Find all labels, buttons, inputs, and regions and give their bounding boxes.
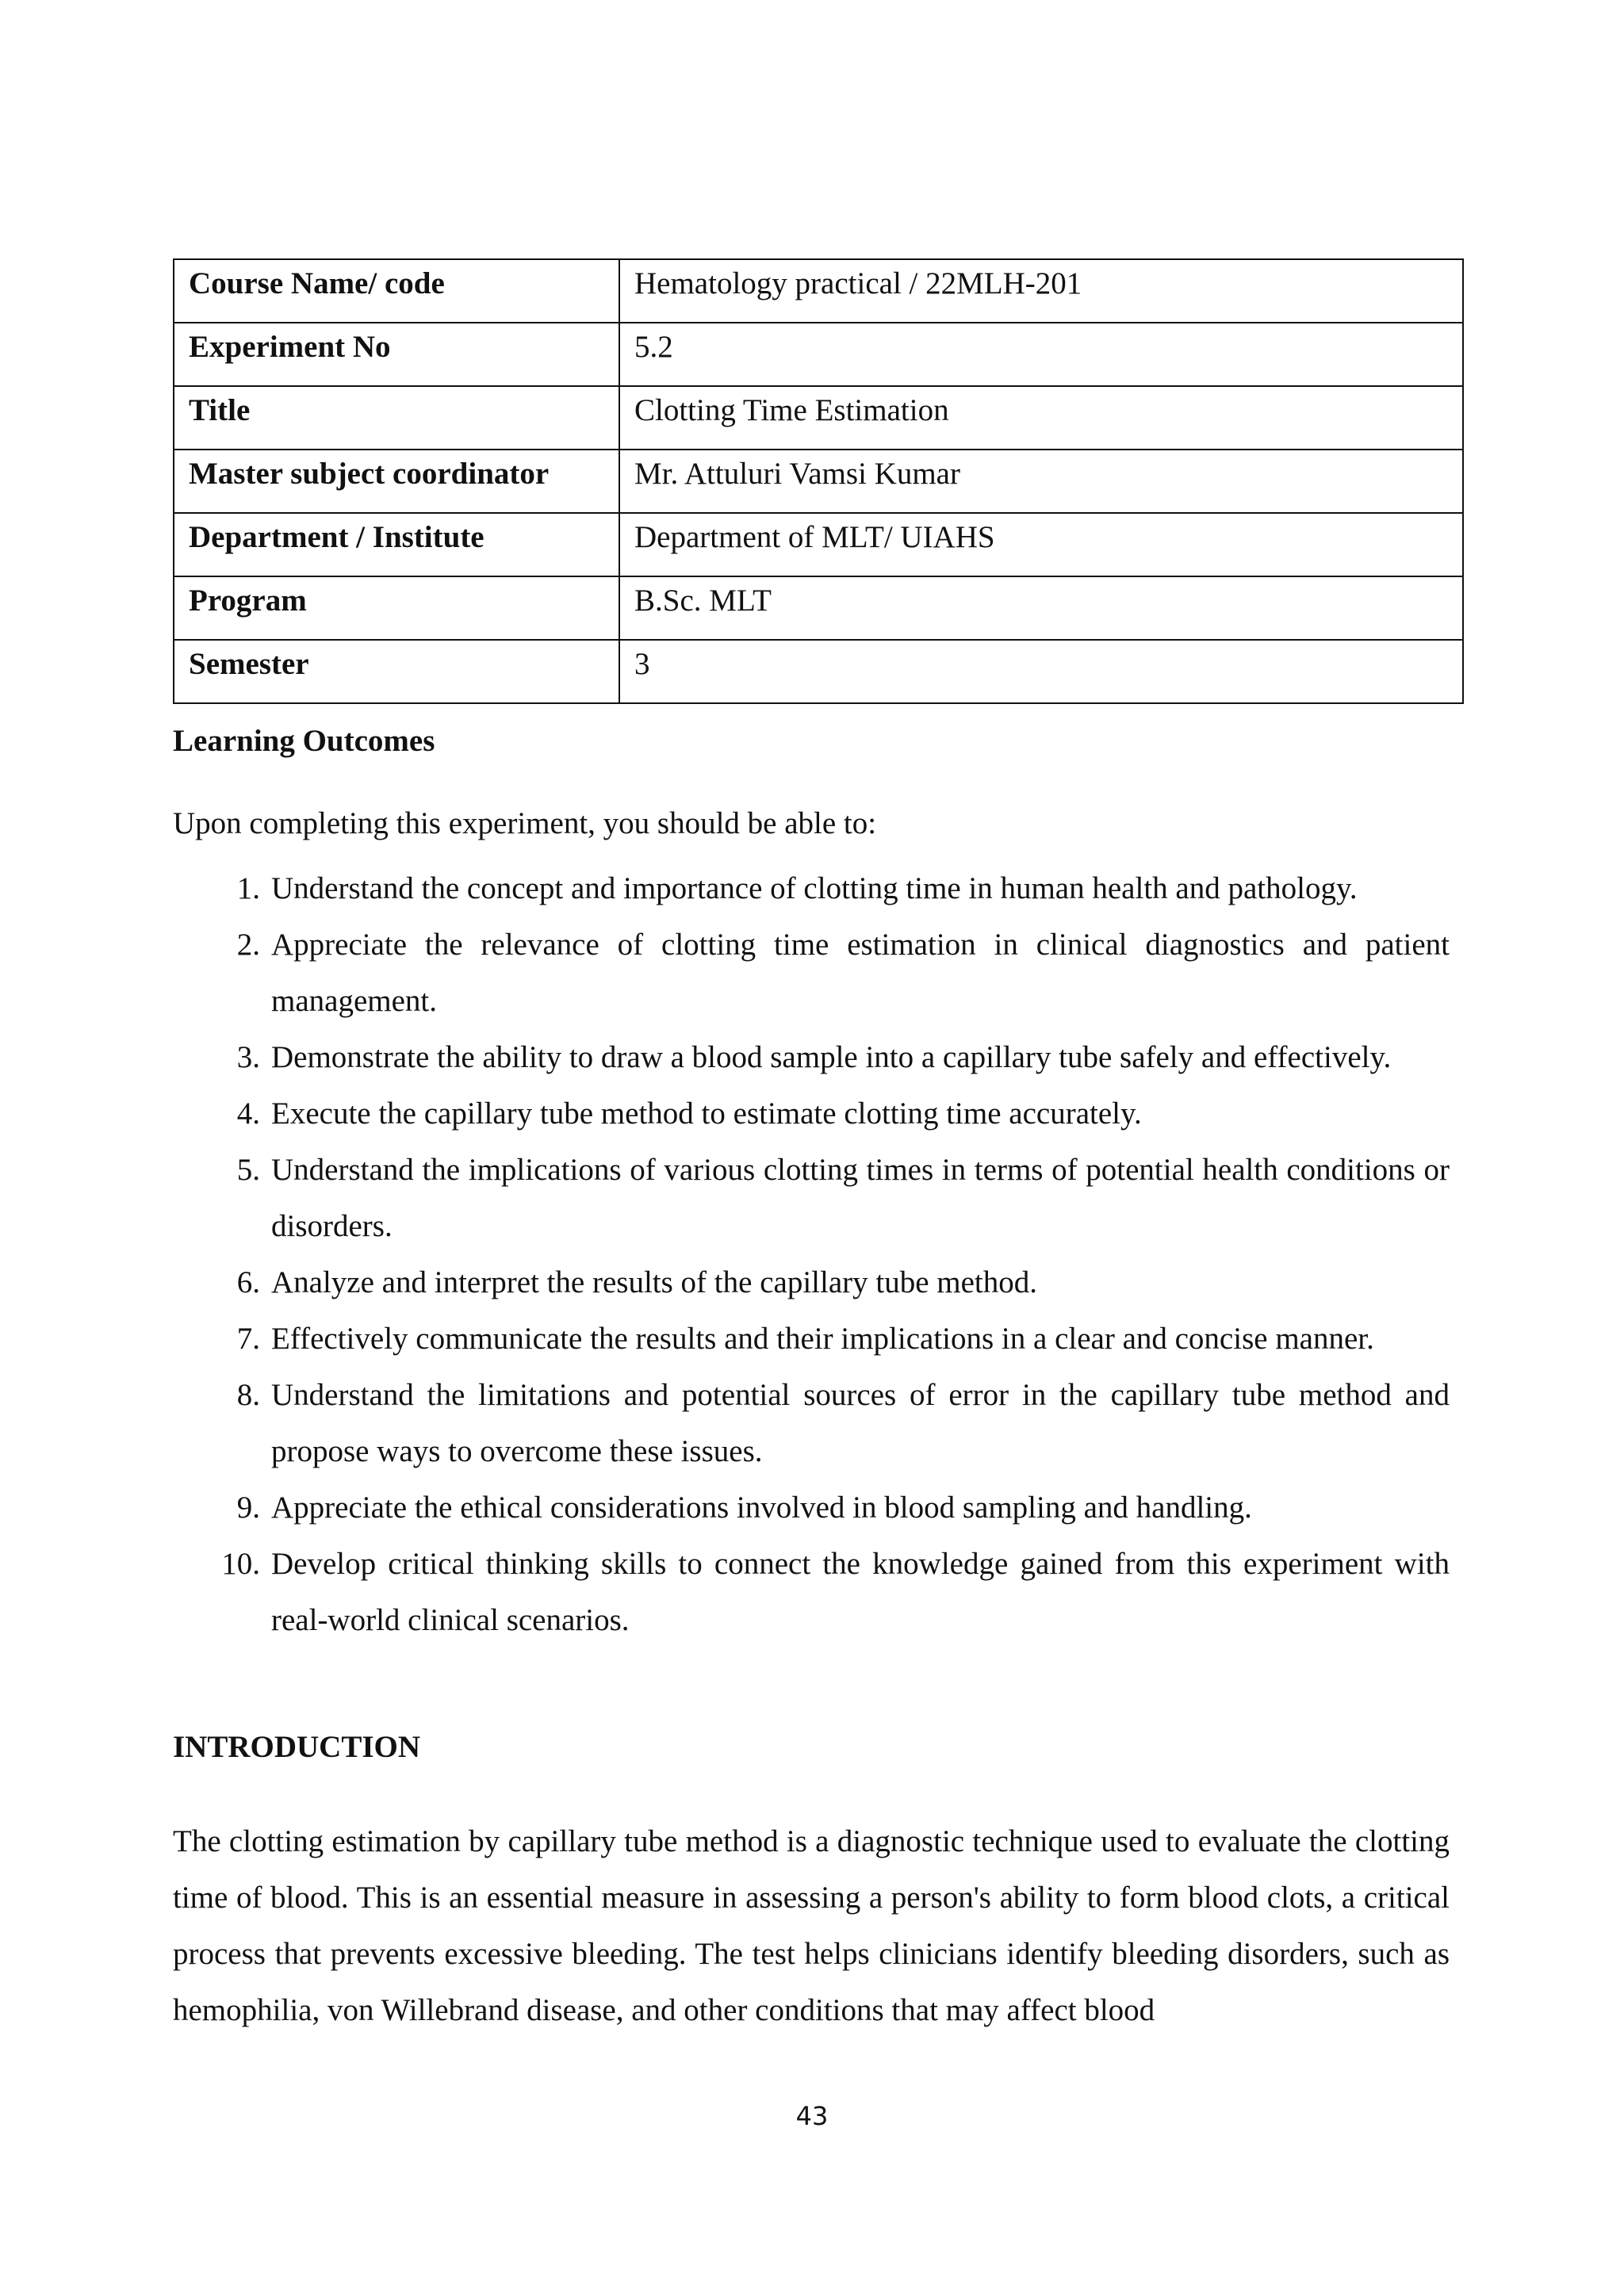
list-item-number: 3. [236,1040,260,1074]
list-item-text: Appreciate the ethical considerations involved in blood sampling and handling. [271,1490,1252,1525]
table-row [174,450,1463,513]
learning-outcomes-intro: Upon completing this experiment, you should be able to: [173,806,877,840]
row-label: Experiment No [174,323,619,386]
row-label: Program [174,576,619,640]
row-value: Clotting Time Estimation [619,386,1463,450]
list-item [173,1479,1450,1536]
table-row [174,386,1463,450]
list-item [173,860,1450,916]
table-row [174,259,1463,323]
introduction-heading: INTRODUCTION [173,1730,421,1764]
list-item-text: Understand the concept and importance of clotting time in human health and pathology. [271,871,1358,905]
table-row [174,323,1463,386]
row-label: Title [174,386,619,450]
list-item-text: Execute the capillary tube method to estimate clotting time accurately. [271,1096,1142,1131]
row-value: B.Sc. MLT [619,576,1463,640]
list-item-text: Appreciate the relevance of clotting time estimation in clinical diagnostics and patient management. [271,928,1450,1018]
list-item-text: Understand the implications of various clotting times in terms of potential health conditions or disorders. [271,1153,1450,1243]
row-value: Department of MLT/ UIAHS [619,513,1463,576]
row-value: 5.2 [619,323,1463,386]
row-value: 3 [619,640,1463,703]
introduction-paragraph: The clotting estimation by capillary tube method is a diagnostic technique used to evaluate the clotting time of blood. This is an essential measure in assessing a person's ability to form blood clots, a critical process that prevents excessive bleeding. The test helps clinicians identify bleeding disorders, such as hemophilia, von Willebrand disease, and other conditions that may affect blood [173,1824,1450,2027]
list-item [173,1142,1450,1254]
list-item-text: Analyze and interpret the results of the capillary tube method. [271,1265,1037,1299]
table-row [174,513,1463,576]
list-item-number: 7. [236,1322,260,1356]
table-row [174,640,1463,703]
row-label: Department / Institute [174,513,619,576]
row-label: Master subject coordinator [174,450,619,513]
list-item-number: 1. [236,871,260,905]
learning-outcomes-list [173,860,1450,1648]
row-label: Course Name/ code [174,259,619,323]
row-value: Mr. Attuluri Vamsi Kumar [619,450,1463,513]
list-item-number: 5. [236,1153,260,1187]
list-item [173,1367,1450,1479]
list-item [173,1311,1450,1367]
list-item [173,1536,1450,1648]
row-label: Semester [174,640,619,703]
course-info-table [173,258,1464,704]
list-item-text: Develop critical thinking skills to connect the knowledge gained from this experiment with real-world clinical scenarios. [271,1547,1450,1637]
page-number: 43 [795,2101,829,2131]
list-item-text: Demonstrate the ability to draw a blood sample into a capillary tube safely and effectively. [271,1040,1392,1074]
list-item [173,1085,1450,1142]
list-item [173,916,1450,1029]
table-row [174,576,1463,640]
list-item [173,1254,1450,1311]
list-item-number: 9. [236,1490,260,1525]
list-item-number: 4. [236,1096,260,1131]
list-item-number: 8. [236,1378,260,1412]
list-item-number: 2. [236,928,260,962]
learning-outcomes-heading: Learning Outcomes [173,724,435,758]
list-item-number: 10. [221,1547,260,1581]
list-item [173,1029,1450,1085]
list-item-number: 6. [236,1265,260,1299]
list-item-text: Effectively communicate the results and their implications in a clear and concise manner. [271,1322,1374,1356]
list-item-text: Understand the limitations and potential sources of error in the capillary tube method and propose ways to overcome these issues. [271,1378,1450,1468]
row-value: Hematology practical / 22MLH-201 [619,259,1463,323]
